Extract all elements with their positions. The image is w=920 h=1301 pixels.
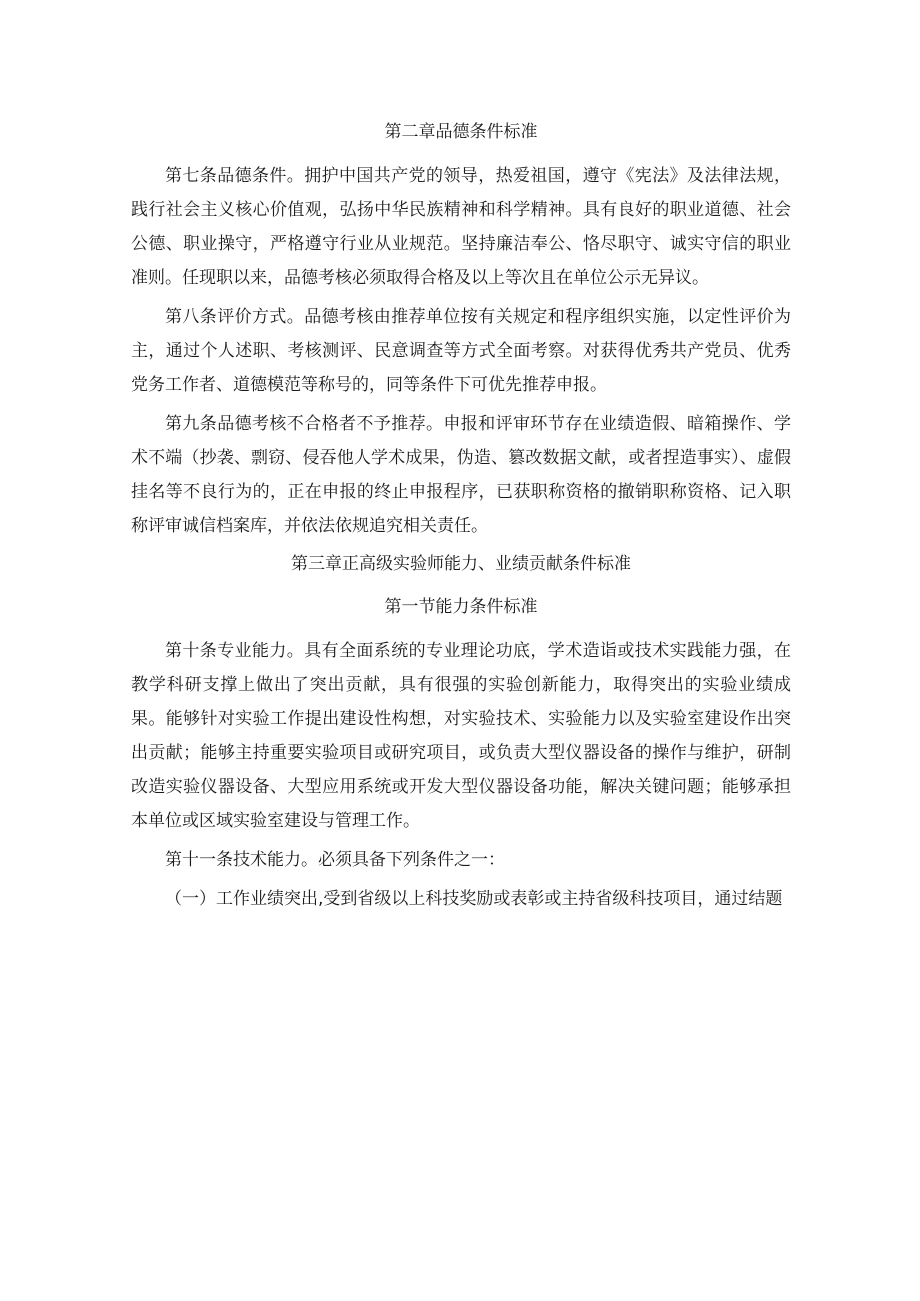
list-item: （一）工作业绩突出,受到省级以上科技奖励或表彰或主持省级科技项目，通过结题 [165, 889, 783, 909]
article-paragraph: 第八条评价方式。品德考核由推荐单位按有关规定和程序组织实施，以定性评价为主，通过个人述职、考核测评、民意调查等方式全面考察。对获得优秀共产党员、优秀党务工作者、道德模范等称号的，同等条件下可优先推荐申报。 [131, 307, 791, 395]
chapter-title: 第二章品德条件标准 [384, 122, 538, 142]
article-paragraph: 第七条品德条件。拥护中国共产党的领导，热爱祖国，遵守《宪法》及法律法规，践行社会主义核心价值观，弘扬中华民族精神和科学精神。具有良好的职业道德、社会公德、职业操守，严格遵守行业从业规范。坚持廉洁奉公、恪尽职守、诚实守信的职业准则。任现职以来，品德考核必须取得合格及以上等次且在单位公示无异议。 [131, 166, 791, 288]
article-paragraph: 第十条专业能力。具有全面系统的专业理论功底，学术造诣或技术实践能力强，在教学科研支撑上做出了突出贡献，具有很强的实验创新能力，取得突出的实验业绩成果。能够针对实验工作提出建设性构想，对实验技术、实验能力以及实验室建设作出突出贡献；能够主持重要实验项目或研究项目，或负责大型仪器设备的操作与维护，研制改造实验仪器设备、大型应用系统或开发大型仪器设备功能，解决关键问题；能够承担本单位或区域实验室建设与管理工作。 [131, 641, 791, 831]
article-paragraph: 第九条品德考核不合格者不予推荐。申报和评审环节存在业绩造假、暗箱操作、学术不端（抄袭、剽窃、侵吞他人学术成果，伪造、篡改数据文献，或者捏造事实）、虚假挂名等不良行为的，正在申报的终止申报程序，已获职称资格的撤销职称资格、记入职称评审诚信档案库，并依法依规追究相关责任。 [131, 414, 791, 536]
section-title: 第一节能力条件标准 [384, 597, 538, 617]
chapter-title: 第三章正高级实验师能力、业绩贡献条件标准 [291, 554, 631, 574]
document-body [131, 116, 791, 921]
article-paragraph: 第十一条技术能力。必须具备下列条件之一： [165, 850, 505, 870]
